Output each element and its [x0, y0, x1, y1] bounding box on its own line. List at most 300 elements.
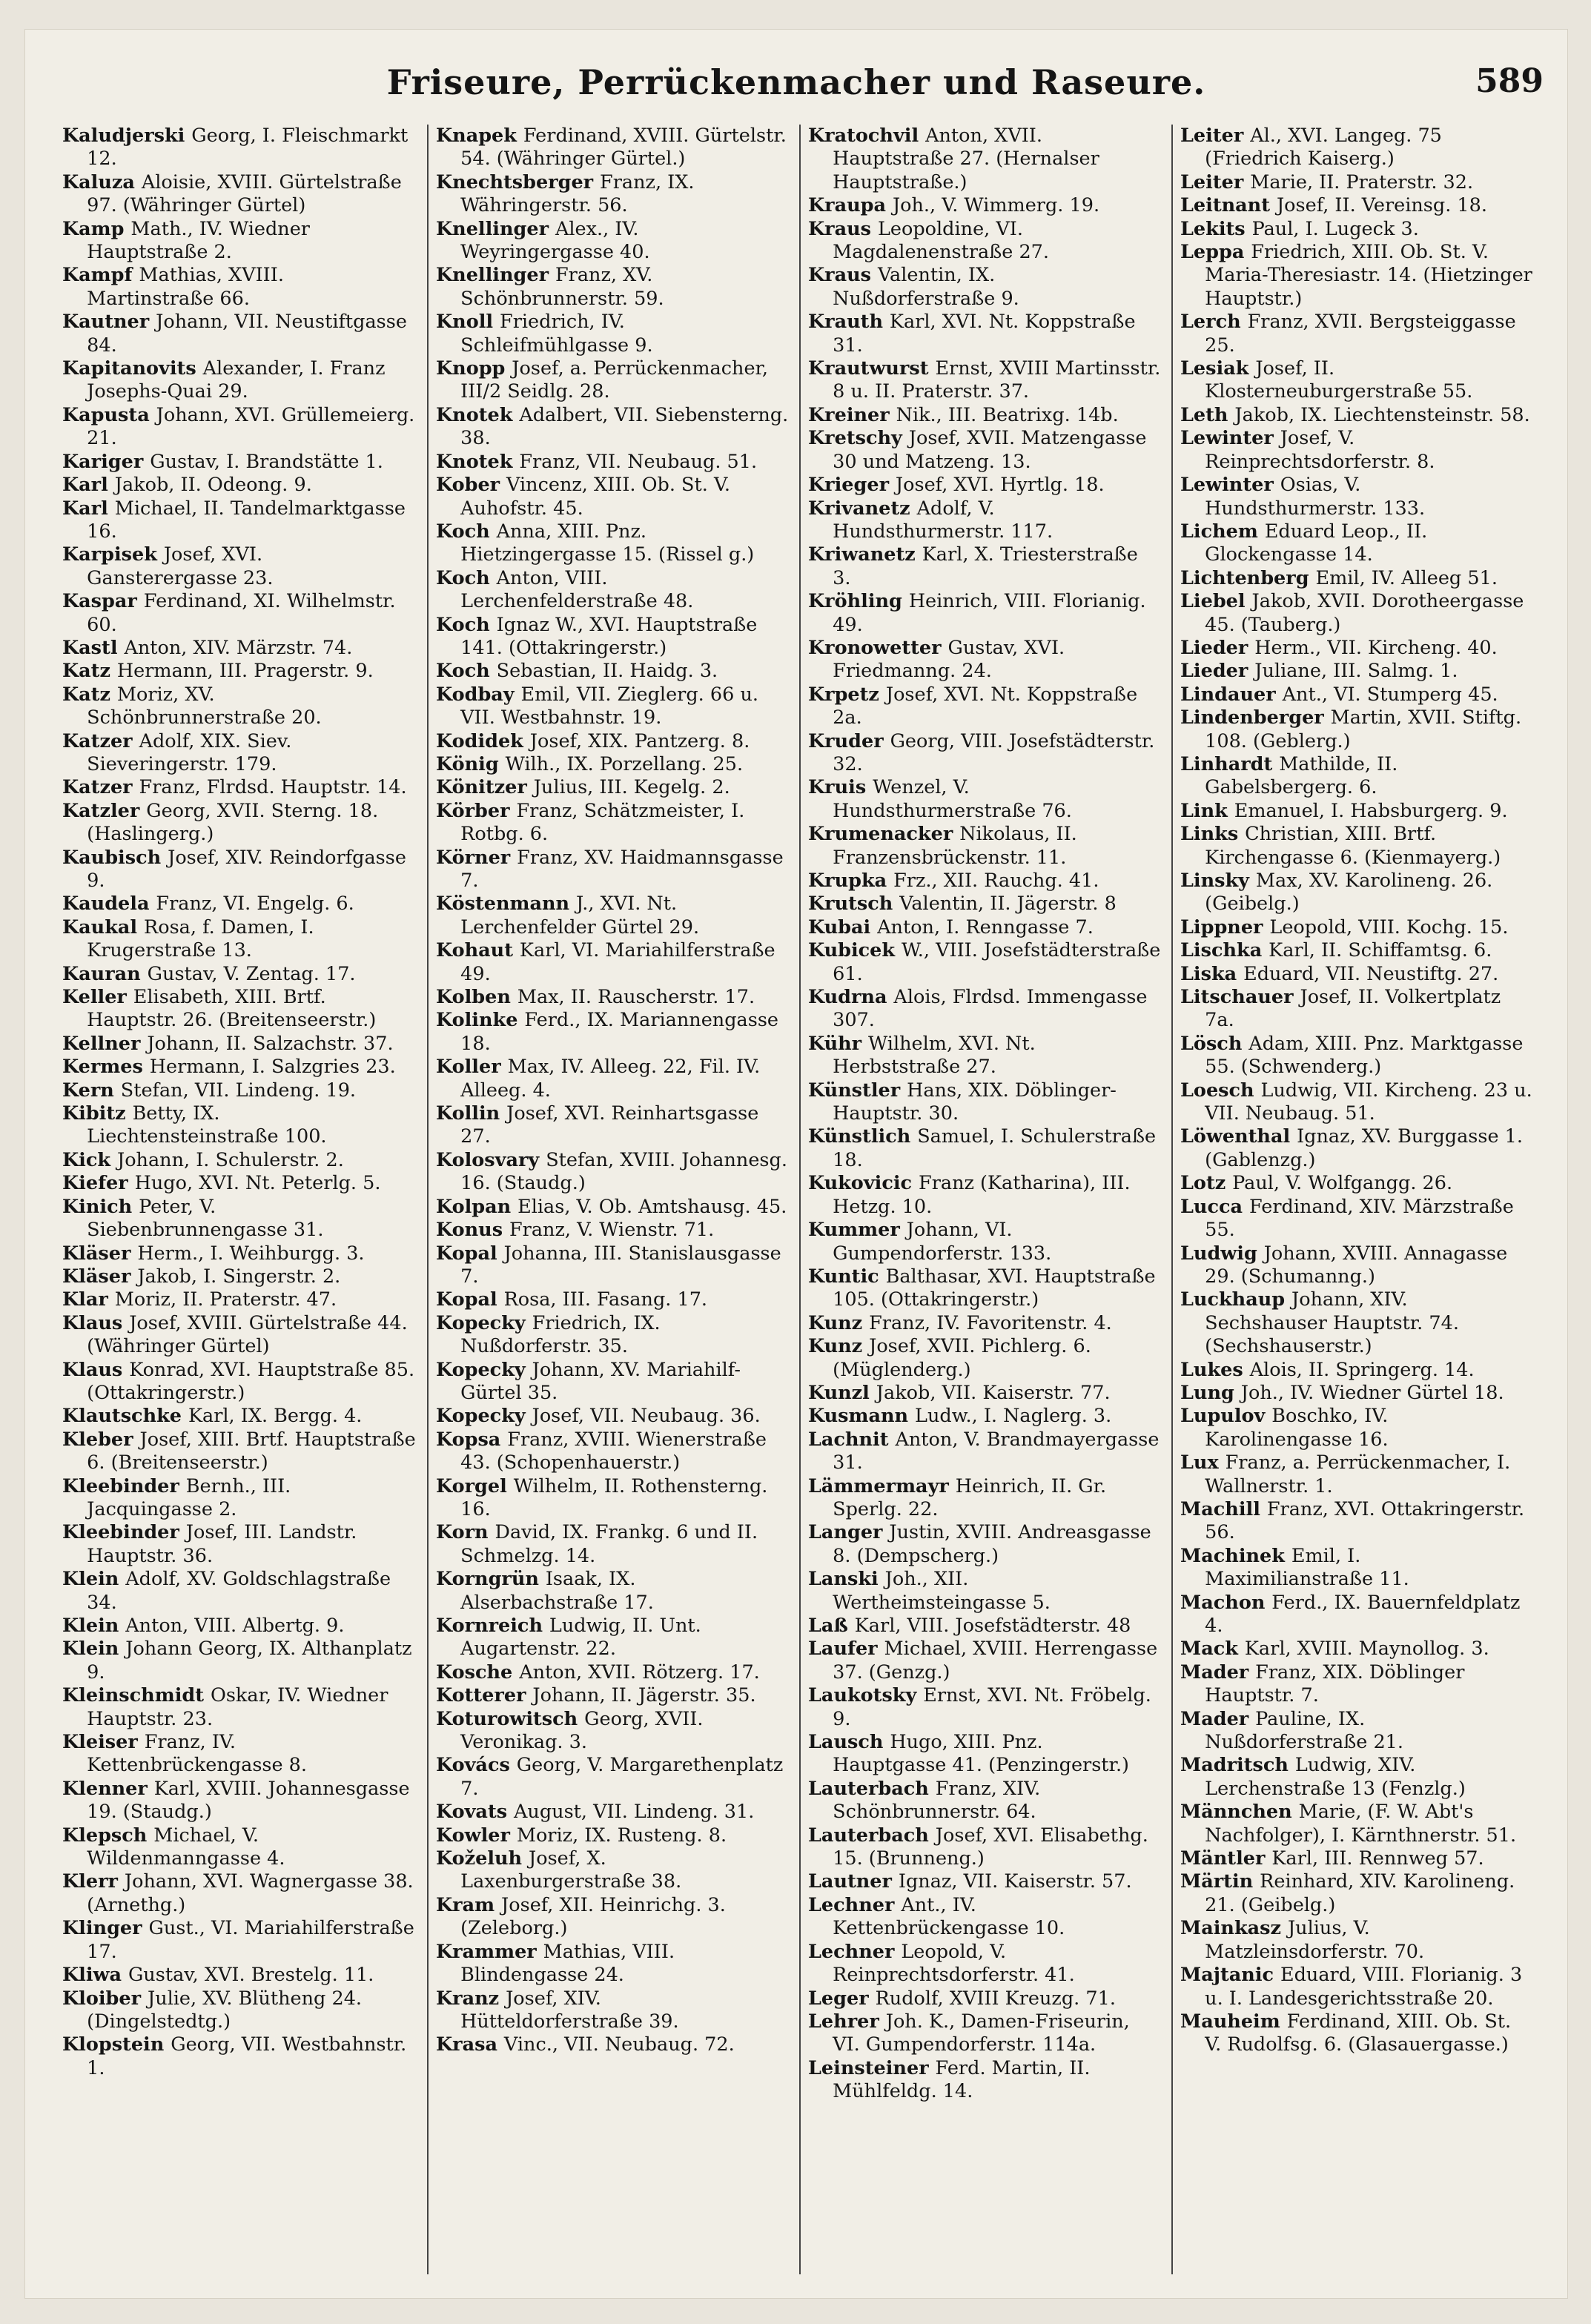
entry-address: Anton, VIII. Albertg. 9. [125, 1615, 345, 1637]
entry-name: Kummer [808, 1219, 900, 1242]
entry-name: Kreiner [808, 403, 890, 426]
entry-name: Kunzl [808, 1381, 870, 1404]
entry-name: Klerr [62, 1870, 118, 1893]
directory-entry [808, 1615, 1161, 1638]
directory-entry [808, 1894, 1161, 1941]
entry-name: Kopecky [436, 1358, 526, 1381]
entry-address: Ferd., IX. Mariannengasse 18. [460, 1009, 779, 1055]
entry-name: Kram [436, 1893, 495, 1916]
directory-entry [808, 1521, 1161, 1568]
directory-entry [436, 1242, 789, 1289]
directory-entry [62, 543, 417, 590]
entry-name: Kopecky [436, 1405, 526, 1428]
entry-name: Lieder [1180, 636, 1248, 659]
directory-entry [436, 567, 789, 614]
entry-address: Joh., V. Wimmerg. 19. [892, 194, 1100, 217]
entry-name: Klenner [62, 1777, 148, 1800]
entry-name: Machon [1180, 1591, 1266, 1614]
entry-address: Franz, XVIII. Wienerstraße 43. (Schopenhauerstr.) [460, 1428, 767, 1474]
directory-entry [1180, 1359, 1533, 1382]
directory-columns [55, 125, 1544, 2274]
directory-entry [62, 847, 417, 893]
entry-name: Lautner [808, 1870, 892, 1893]
entry-address: Johann, XVIII. Annagasse 29. (Schumanng.) [1205, 1242, 1508, 1288]
directory-entry [808, 1684, 1161, 1731]
directory-entry [1180, 963, 1533, 986]
entry-name: Krpetz [808, 683, 879, 706]
entry-name: Koturowitsch [436, 1707, 578, 1730]
directory-entry [1180, 1382, 1533, 1405]
entry-name: Kornreich [436, 1615, 543, 1637]
entry-name: Lechner [808, 1893, 895, 1916]
entry-name: Kubicek [808, 939, 896, 962]
directory-entry [1180, 1242, 1533, 1289]
entry-address: Friedrich, IV. Schleifmühlgasse 9. [460, 311, 653, 357]
entry-address: Josef, XII. Heinrichg. 3. (Zeleborg.) [460, 1893, 726, 1940]
entry-name: Krutsch [808, 893, 893, 916]
entry-name: Koch [436, 660, 490, 683]
entry-name: Kühr [808, 1032, 862, 1055]
entry-address: Franz, XIX. Döblinger Hauptstr. 7. [1205, 1661, 1465, 1707]
entry-name: Lippner [1180, 916, 1263, 938]
directory-entry [62, 1149, 417, 1172]
directory-entry [808, 1312, 1161, 1335]
entry-address: Sebastian, II. Haidg. 3. [496, 660, 718, 683]
entry-name: Karl [62, 474, 108, 497]
entry-name: Kampf [62, 264, 133, 287]
directory-entry [1180, 1917, 1533, 1964]
entry-address: Julie, XV. Blütheng 24. (Dingelstedtg.) [87, 1987, 363, 2033]
entry-address: Jakob, II. Odeong. 9. [114, 474, 312, 497]
directory-entry [436, 893, 789, 939]
directory-entry [62, 1615, 417, 1638]
entry-address: Aloisie, XVIII. Gürtelstraße 97. (Währinger Gürtel) [87, 171, 402, 217]
entry-name: Köstenmann [436, 893, 570, 916]
entry-name: Koch [436, 613, 490, 636]
directory-entry [436, 1149, 789, 1196]
entry-name: Korngrün [436, 1568, 539, 1591]
entry-address: Joh. K., Damen-Friseurin, VI. Gumpendorferstr. 114a. [833, 2010, 1130, 2056]
directory-entry [436, 847, 789, 893]
entry-address: Al., XVI. Langeg. 75 (Friedrich Kaiserg.) [1205, 125, 1442, 171]
directory-entry [62, 590, 417, 637]
entry-address: Franz, Schätzmeister, I. Rotbg. 6. [460, 799, 745, 846]
entry-address: Samuel, I. Schulerstraße 18. [833, 1125, 1157, 1171]
entry-name: Liska [1180, 962, 1237, 985]
directory-entry [808, 357, 1161, 404]
directory-entry [436, 800, 789, 847]
entry-name: Klaus [62, 1311, 123, 1334]
entry-address: Stefan, VII. Lindeng. 19. [120, 1079, 357, 1102]
entry-address: Max, XV. Karolineng. 26. (Geibelg.) [1205, 870, 1493, 916]
entry-address: Adam, XIII. Pnz. Marktgasse 55. (Schwenderg.) [1205, 1032, 1524, 1079]
entry-name: Lekits [1180, 217, 1246, 240]
directory-entry [1180, 1592, 1533, 1638]
entry-address: Karl, VI. Mariahilferstraße 49. [460, 939, 775, 985]
directory-entry [62, 171, 417, 218]
directory-entry [436, 404, 789, 451]
directory-entry [62, 404, 417, 451]
directory-entry [1180, 939, 1533, 962]
entry-name: Lung [1180, 1381, 1234, 1404]
directory-entry [1180, 1451, 1533, 1498]
column-3 [799, 125, 1171, 2274]
entry-name: Kaluza [62, 171, 135, 193]
entry-name: Kaludjerski [62, 125, 185, 147]
directory-entry [808, 1265, 1161, 1312]
directory-entry [436, 1102, 789, 1149]
entry-name: Laß [808, 1615, 848, 1637]
entry-address: Wilh., IX. Porzellang. 25. [505, 752, 744, 775]
entry-address: Johann Georg, IX. Althanplatz 9. [87, 1638, 412, 1684]
entry-name: Linhardt [1180, 752, 1273, 775]
entry-name: Klein [62, 1638, 119, 1661]
entry-name: Kopecky [436, 1311, 526, 1334]
entry-name: Kleiser [62, 1731, 138, 1754]
entry-address: Elias, V. Ob. Amtshausg. 45. [517, 1195, 787, 1218]
entry-address: Pauline, IX. Nußdorferstraße 21. [1205, 1707, 1404, 1754]
entry-name: Lichem [1180, 520, 1258, 543]
directory-entry [436, 753, 789, 776]
directory-entry [436, 1568, 789, 1615]
directory-entry [808, 1870, 1161, 1893]
directory-entry [62, 1987, 417, 2034]
directory-entry [62, 1638, 417, 1684]
entry-name: Kläser [62, 1265, 131, 1288]
entry-address: Anton, V. Brandmayergasse 31. [833, 1428, 1160, 1474]
entry-name: Kohaut [436, 939, 513, 962]
entry-name: Kronowetter [808, 636, 942, 659]
directory-entry [808, 1778, 1161, 1824]
directory-entry [436, 1824, 789, 1847]
entry-address: Ferdinand, XIII. Ob. St. V. Rudolfsg. 6. (Glasauergasse.) [1205, 2010, 1512, 2056]
directory-entry [1180, 1172, 1533, 1195]
column-1 [55, 125, 427, 2274]
entry-address: Ernst, XVIII Martinsstr. 8 u. II. Praterstr. 37. [833, 357, 1161, 403]
directory-entry [1180, 171, 1533, 194]
entry-name: Krieger [808, 474, 889, 497]
entry-address: Vinc., VII. Neubaug. 72. [503, 2033, 735, 2056]
directory-entry [1180, 1405, 1533, 1451]
entry-address: Franz, IX. Währingerstr. 56. [460, 171, 695, 217]
entry-name: Kellner [62, 1032, 141, 1055]
entry-name: Lindauer [1180, 683, 1276, 706]
entry-address: Ludwig, II. Unt. Augartenstr. 22. [460, 1615, 701, 1661]
entry-address: Gust., VI. Mariahilferstraße 17. [87, 1917, 414, 1963]
entry-name: Kleebinder [62, 1521, 179, 1544]
directory-entry [62, 1824, 417, 1871]
entry-address: Adolf, XIX. Siev. Sieveringerstr. 179. [87, 729, 292, 775]
entry-address: Ludw., I. Naglerg. 3. [915, 1405, 1112, 1428]
directory-entry [62, 264, 417, 311]
entry-address: Josef, XIX. Pantzerg. 8. [529, 729, 750, 752]
entry-name: Keller [62, 986, 127, 1009]
entry-name: Links [1180, 823, 1239, 846]
entry-name: Lausch [808, 1731, 884, 1754]
entry-name: Kaubisch [62, 846, 162, 869]
directory-entry [62, 1521, 417, 1568]
entry-address: Balthasar, XVI. Hauptstraße 105. (Ottakringerstr.) [833, 1265, 1156, 1311]
entry-name: Kruder [808, 729, 884, 752]
entry-name: Mauheim [1180, 2010, 1280, 2033]
entry-name: Kiefer [62, 1172, 128, 1195]
entry-address: Adolf, V. Hundsthurmerstr. 117. [833, 497, 1054, 543]
entry-address: Bernh., III. Jacquingasse 2. [87, 1474, 291, 1520]
directory-entry [808, 2010, 1161, 2057]
directory-entry [62, 730, 417, 777]
entry-address: David, IX. Frankg. 6 und II. Schmelzg. 14. [460, 1521, 758, 1567]
entry-address: Stefan, XVIII. Johannesg. 16. (Staudg.) [460, 1148, 787, 1195]
entry-name: Lanski [808, 1568, 879, 1591]
entry-address: Eduard, VII. Neustiftg. 27. [1243, 962, 1499, 985]
directory-entry [808, 683, 1161, 730]
directory-entry [436, 1661, 789, 1684]
directory-entry [808, 194, 1161, 217]
directory-entry [436, 660, 789, 683]
entry-address: Christian, XIII. Brtf. Kirchengasse 6. (Kienmayerg.) [1205, 823, 1501, 869]
entry-address: Martin, XVII. Stiftg. 108. (Geblerg.) [1205, 706, 1522, 752]
entry-address: Reinhard, XIV. Karolineng. 21. (Geibelg.) [1205, 1870, 1515, 1916]
entry-address: Julius, V. Matzleinsdorferstr. 70. [1205, 1917, 1425, 1963]
entry-address: Franz, IV. Favoritenstr. 4. [869, 1311, 1112, 1334]
entry-name: Lauterbach [808, 1777, 929, 1800]
entry-address: Josef, X. Laxenburgerstraße 38. [460, 1847, 682, 1893]
directory-entry [62, 963, 417, 986]
entry-address: Georg, XVII. Veronikag. 3. [460, 1707, 704, 1754]
entry-address: Betty, IX. Liechtensteinstraße 100. [87, 1102, 327, 1148]
directory-entry [436, 218, 789, 265]
entry-address: Heinrich, VIII. Florianig. 49. [833, 590, 1146, 636]
entry-name: Kapitanovits [62, 357, 196, 380]
entry-address: Alois, Flrdsd. Immengasse 307. [833, 986, 1148, 1032]
directory-entry [1180, 1545, 1533, 1592]
entry-name: Krammer [436, 1940, 537, 1963]
entry-address: Karl, XVI. Nt. Koppstraße 31. [833, 311, 1136, 357]
directory-entry [62, 1870, 417, 1917]
directory-entry [808, 1568, 1161, 1615]
directory-entry [436, 1894, 789, 1941]
directory-entry [1180, 1964, 1533, 2010]
directory-entry [1180, 1708, 1533, 1755]
directory-entry [808, 427, 1161, 474]
entry-address: Hermann, I. Salzgries 23. [149, 1056, 396, 1079]
entry-name: Leinsteiner [808, 2056, 929, 2079]
directory-entry [1180, 1847, 1533, 1870]
directory-entry [808, 264, 1161, 311]
directory-entry [62, 683, 417, 730]
entry-name: Krautwurst [808, 357, 929, 380]
entry-address: Ferdinand, XIV. Märzstraße 55. [1205, 1195, 1514, 1242]
directory-entry [1180, 637, 1533, 660]
entry-name: Kibitz [62, 1102, 126, 1125]
directory-entry [436, 1288, 789, 1311]
directory-entry [436, 1405, 789, 1428]
entry-name: Laufer [808, 1638, 878, 1661]
directory-entry [1180, 986, 1533, 1033]
entry-name: Kolosvary [436, 1148, 540, 1171]
entry-name: Kläser [62, 1242, 131, 1265]
entry-address: Alois, II. Springerg. 14. [1249, 1358, 1475, 1381]
directory-entry [436, 1521, 789, 1568]
entry-address: Emanuel, I. Habsburgerg. 9. [1234, 799, 1508, 822]
directory-entry [436, 1359, 789, 1406]
entry-name: Märtin [1180, 1870, 1254, 1893]
entry-address: Johann, II. Jägerstr. 35. [532, 1684, 756, 1707]
directory-entry [62, 893, 417, 916]
directory-entry [62, 1359, 417, 1406]
entry-address: Johann, VII. Neustiftgasse 84. [87, 311, 407, 357]
directory-entry [808, 1382, 1161, 1405]
directory-entry [62, 1778, 417, 1824]
directory-entry [808, 590, 1161, 637]
entry-address: Leopold, VIII. Kochg. 15. [1269, 916, 1509, 938]
entry-address: Johanna, III. Stanislausgasse 7. [460, 1242, 781, 1288]
directory-entry [436, 614, 789, 661]
entry-name: Kaukal [62, 916, 138, 938]
entry-address: Hugo, XVI. Nt. Peterlg. 5. [134, 1172, 381, 1195]
directory-entry [436, 1801, 789, 1824]
directory-entry [62, 497, 417, 544]
entry-address: Franz, XVI. Ottakringerstr. 56. [1205, 1497, 1525, 1544]
entry-name: Katzer [62, 776, 133, 799]
entry-address: Rosa, f. Damen, I. Krugerstraße 13. [87, 916, 314, 962]
entry-address: Marie, II. Praterstr. 32. [1250, 171, 1474, 193]
entry-address: W., VIII. Josefstädterstraße 61. [833, 939, 1161, 985]
entry-address: Herm., I. Weihburgg. 3. [137, 1242, 365, 1265]
entry-address: Gustav, I. Brandstätte 1. [150, 450, 383, 473]
entry-address: Wilhelm, II. Rothensterng. 16. [460, 1474, 768, 1520]
entry-name: Krivanetz [808, 497, 910, 520]
entry-address: Gustav, XVI. Friedmanng. 24. [833, 636, 1065, 683]
entry-name: Kuntic [808, 1265, 879, 1288]
entry-address: Ludwig, XIV. Lerchenstraße 13 (Fenzlg.) [1205, 1754, 1466, 1800]
entry-address: Adalbert, VII. Siebensterng. 38. [460, 403, 789, 450]
entry-name: Katzler [62, 799, 140, 822]
directory-entry [808, 404, 1161, 427]
entry-address: Josef, II. Volkertplatz 7a. [1205, 986, 1501, 1032]
entry-name: Kinich [62, 1195, 133, 1218]
entry-name: Knellinger [436, 264, 549, 287]
directory-entry [1180, 660, 1533, 683]
entry-name: Kober [436, 474, 500, 497]
entry-name: Körner [436, 846, 511, 869]
entry-name: Kudrna [808, 986, 887, 1009]
directory-entry [436, 125, 789, 171]
entry-address: Mathias, XVIII. Martinstraße 66. [87, 264, 284, 310]
directory-entry [1180, 590, 1533, 637]
entry-name: Kern [62, 1079, 114, 1102]
directory-entry [436, 776, 789, 799]
directory-entry [808, 730, 1161, 777]
directory-entry [62, 986, 417, 1033]
entry-address: Josef, XVIII. Gürtelstraße 44. (Währinger Gürtel) [87, 1311, 408, 1358]
entry-name: Linsky [1180, 870, 1249, 892]
directory-entry [1180, 1125, 1533, 1172]
entry-name: Krupka [808, 870, 887, 892]
entry-name: Kraus [808, 217, 872, 240]
entry-name: Körber [436, 799, 510, 822]
entry-name: Kick [62, 1148, 111, 1171]
entry-address: Josef, XVI. Gansterergasse 23. [87, 543, 274, 589]
entry-address: Adolf, XV. Goldschlagstraße 34. [87, 1568, 391, 1614]
entry-name: Knoll [436, 311, 494, 334]
entry-address: Franz, Flrdsd. Hauptstr. 14. [139, 776, 407, 799]
entry-address: Josef, XVII. Pichlerg. 6. (Müglenderg.) [833, 1335, 1091, 1381]
entry-name: Lesiak [1180, 357, 1249, 380]
entry-address: Moriz, XV. Schönbrunnerstraße 20. [87, 683, 322, 729]
entry-address: Karl, XVIII. Maynollog. 3. [1244, 1638, 1489, 1661]
entry-address: Herm., VII. Kircheng. 40. [1254, 636, 1498, 659]
entry-address: Heinrich, II. Gr. Sperlg. 22. [833, 1474, 1107, 1520]
entry-address: Anton, XVII. Hauptstraße 27. (Hernalser Hauptstraße.) [833, 125, 1099, 193]
entry-address: Karl, II. Schiffamtsg. 6. [1268, 939, 1492, 962]
entry-address: Ignaz, VII. Kaiserstr. 57. [898, 1870, 1132, 1893]
entry-address: Johann, XV. Mariahilf-Gürtel 35. [460, 1358, 741, 1404]
entry-address: Johann, XVI. Wagnergasse 38. (Arnethg.) [87, 1870, 414, 1916]
directory-entry [62, 1917, 417, 1964]
entry-address: Karl, X. Triesterstraße 3. [833, 543, 1138, 589]
directory-entry [436, 451, 789, 474]
entry-address: Mathias, VIII. Blindengasse 24. [460, 1940, 675, 1987]
entry-name: Leth [1180, 403, 1228, 426]
column-2 [427, 125, 799, 2274]
entry-address: Oskar, IV. Wiedner Hauptstr. 23. [87, 1684, 388, 1730]
directory-entry [808, 543, 1161, 590]
entry-name: Kaudela [62, 893, 150, 916]
entry-address: Franz, XV. Haidmannsgasse 7. [460, 846, 784, 892]
entry-name: Kolben [436, 986, 511, 1009]
entry-name: Kowler [436, 1824, 510, 1847]
entry-address: Anton, VIII. Lerchenfelderstraße 48. [460, 566, 694, 613]
entry-name: Kariger [62, 450, 144, 473]
entry-name: Klein [62, 1568, 119, 1591]
entry-name: Klein [62, 1615, 119, 1637]
entry-address: Josef, XVI. Elisabethg. 15. (Brunneng.) [833, 1824, 1148, 1870]
entry-name: Karpisek [62, 543, 157, 566]
directory-entry [808, 1079, 1161, 1126]
entry-address: Josef, XVI. Reinhartsgasse 27. [460, 1102, 759, 1148]
entry-name: Kubai [808, 916, 871, 938]
directory-entry [808, 218, 1161, 265]
directory-entry [808, 1125, 1161, 1172]
entry-name: Karl [62, 497, 108, 520]
directory-entry [1180, 520, 1533, 567]
entry-name: Kosche [436, 1661, 513, 1684]
entry-address: Ignaz W., XVI. Hauptstraße 141. (Ottakringerstr.) [460, 613, 758, 659]
entry-name: Loesch [1180, 1079, 1254, 1102]
entry-name: Kleber [62, 1428, 133, 1451]
entry-name: Laukotsky [808, 1684, 917, 1707]
entry-name: Kodidek [436, 729, 523, 752]
directory-entry [808, 1172, 1161, 1219]
entry-name: Lehrer [808, 2010, 879, 2033]
directory-entry [808, 474, 1161, 497]
entry-address: Franz, XVII. Bergsteiggasse 25. [1205, 311, 1516, 357]
directory-page [25, 30, 1567, 2298]
entry-name: Kretschy [808, 427, 902, 450]
entry-address: Wilhelm, XVI. Nt. Herbststraße 27. [833, 1032, 1036, 1079]
directory-entry [62, 1242, 417, 1265]
entry-address: Franz, VI. Engelg. 6. [156, 893, 354, 916]
entry-address: Karl, III. Rennweg 57. [1271, 1847, 1484, 1870]
directory-entry [808, 1429, 1161, 1475]
directory-entry [1180, 427, 1533, 474]
directory-entry [1180, 311, 1533, 357]
entry-name: Knapek [436, 125, 517, 147]
entry-name: Langer [808, 1521, 883, 1544]
entry-address: Ludwig, VII. Kircheng. 23 u. VII. Neubaug. 51. [1205, 1079, 1532, 1125]
entry-name: Kermes [62, 1056, 143, 1079]
